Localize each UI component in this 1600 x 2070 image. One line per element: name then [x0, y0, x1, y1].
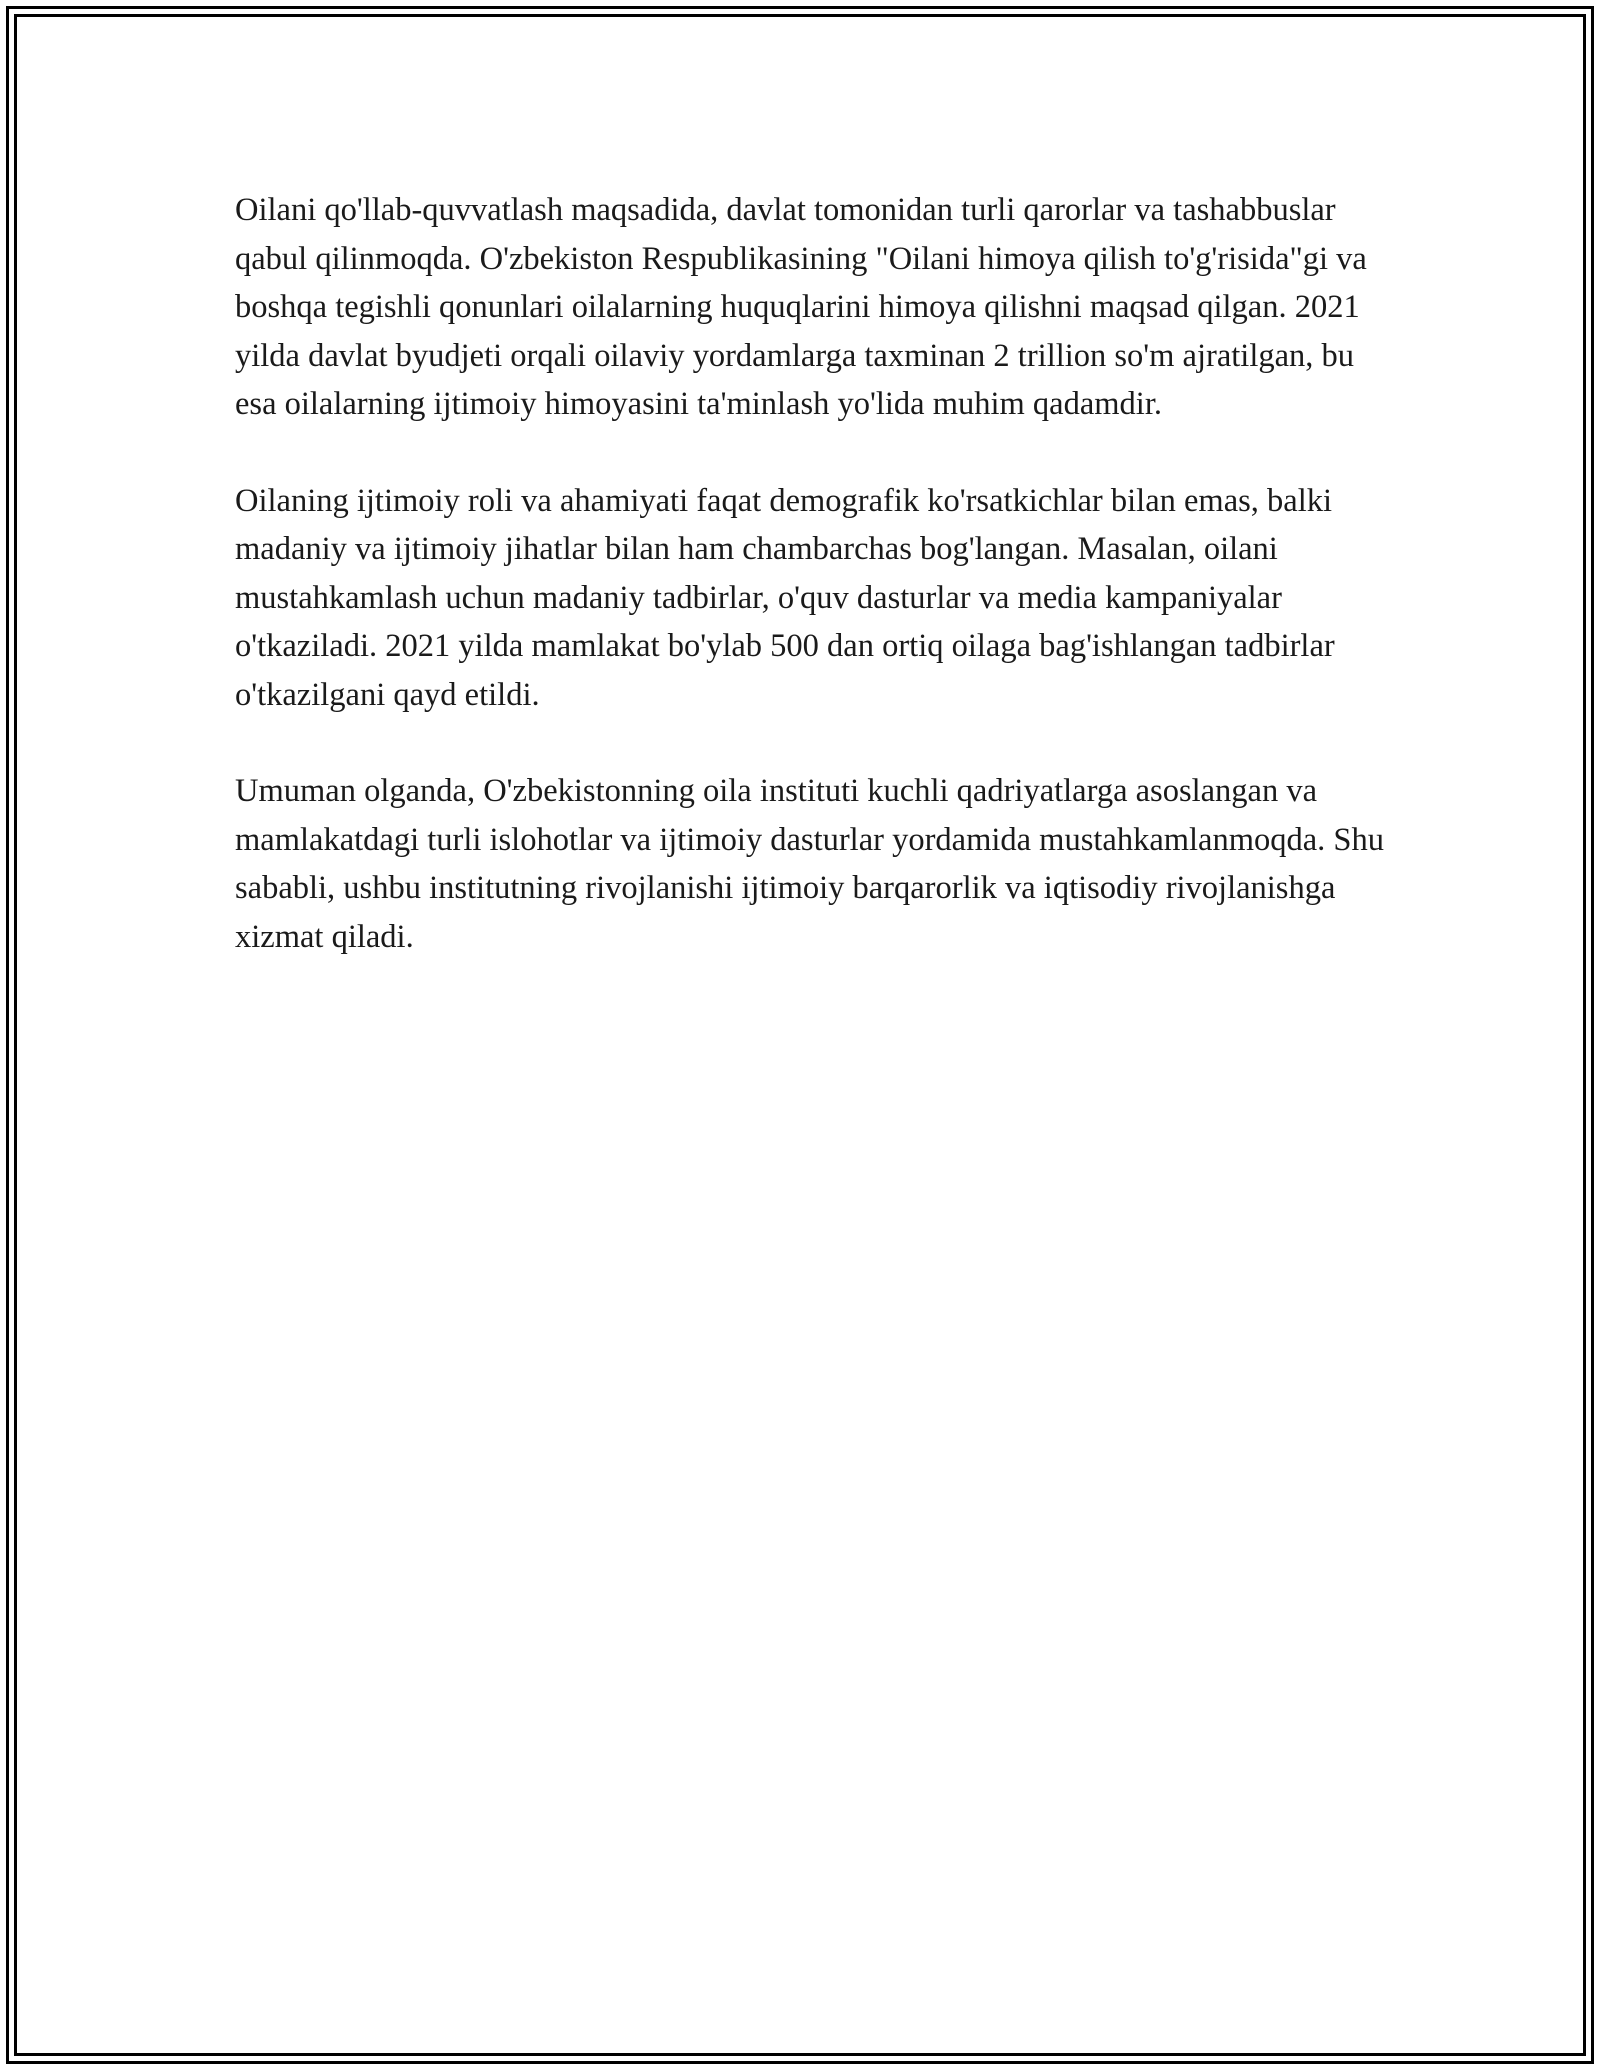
paragraph-1: Oilani qo'llab-quvvatlash maqsadida, davlat tomonidan turli qarorlar va tashabbuslar qabul qilinmoqda. O'zbekiston Respublikasining "Oilani himoya qilish to'g'risida"gi va boshqa tegishli qonunlari oilalarning huquqlarini himoya qilishni maqsad qilgan. 2021 yilda davlat byudjeti orqali oilaviy yordamlarga taxminan 2 trillion so'm ajratilgan, bu esa oilalarning ijtimoiy himoyasini ta'minlash yo'lida muhim qadamdir.: [235, 192, 1367, 422]
paragraph-3: Umuman olganda, O'zbekistonning oila instituti kuchli qadriyatlarga asoslangan va mamlakatdagi turli islohotlar va ijtimoiy dasturlar yordamida mustahkamlanmoqda. Shu sababli, ushbu institutning rivojlanishi ijtimoiy barqarorlik va iqtisodiy rivojlanishga xizmat qiladi.: [235, 773, 1385, 955]
document-body: [235, 186, 1385, 1009]
paragraph-2: Oilaning ijtimoiy roli va ahamiyati faqat demografik ko'rsatkichlar bilan emas, balki madaniy va ijtimoiy jihatlar bilan ham chambarchas bog'langan. Masalan, oilani mustahkamlash uchun madaniy tadbirlar, o'quv dasturlar va media kampaniyalar o'tkaziladi. 2021 yilda mamlakat bo'ylab 500 dan ortiq oilaga bag'ishlangan tadbirlar o'tkazilgani qayd etildi.: [235, 482, 1335, 713]
